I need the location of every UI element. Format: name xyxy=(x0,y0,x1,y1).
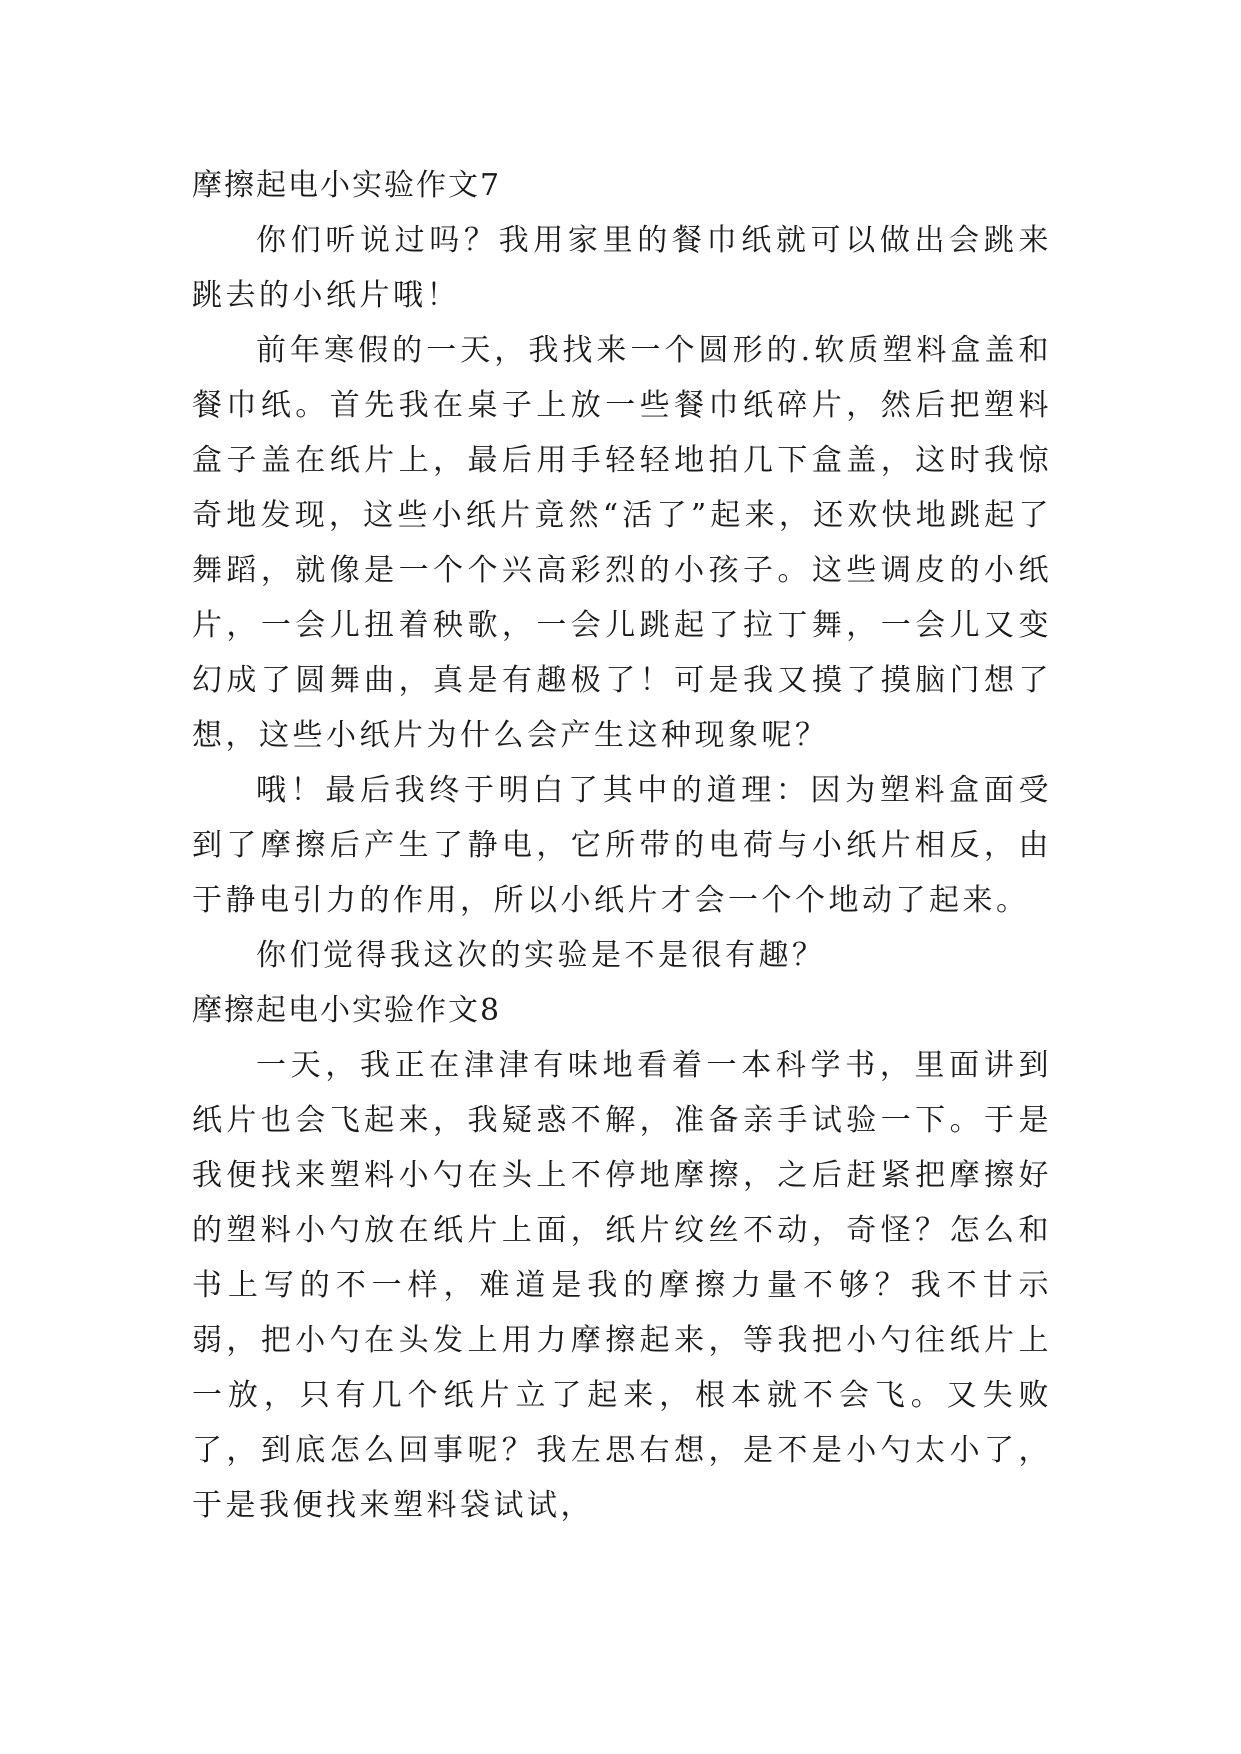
document-body xyxy=(192,158,1052,1533)
paragraph: 你们听说过吗？我用家里的餐巾纸就可以做出会跳来跳去的小纸片哦！ xyxy=(192,223,1052,313)
paragraph: 哦！最后我终于明白了其中的道理：因为塑料盒面受到了摩擦后产生了静电，它所带的电荷与小纸片相反，由于静电引力的作用，所以小纸片才会一个个地动了起来。 xyxy=(192,773,1052,918)
paragraph: 一天，我正在津津有味地看着一本科学书，里面讲到纸片也会飞起来，我疑惑不解，准备亲手试验一下。于是我便找来塑料小勺在头上不停地摩擦，之后赶紧把摩擦好的塑料小勺放在纸片上面，纸片纹丝不动，奇怪？怎么和书上写的不一样，难道是我的摩擦力量不够？我不甘示弱，把小勺在头发上用力摩擦起来，等我把小勺往纸片上一放，只有几个纸片立了起来，根本就不会飞。又失败了，到底怎么回事呢？我左思右想，是不是小勺太小了，于是我便找来塑料袋试试， xyxy=(192,1048,1052,1523)
paragraph: 你们觉得我这次的实验是不是很有趣？ xyxy=(256,938,826,973)
paragraph: 前年寒假的一天，我找来一个圆形的.软质塑料盒盖和餐巾纸。首先我在桌子上放一些餐巾纸碎片，然后把塑料盒子盖在纸片上，最后用手轻轻地拍几下盒盖，这时我惊奇地发现，这些小纸片竟然“活了”起来，还欢快地跳起了舞蹈，就像是一个个兴高彩烈的小孩子。这些调皮的小纸片，一会儿扭着秧歌，一会儿跳起了拉丁舞，一会儿又变幻成了圆舞曲，真是有趣极了！可是我又摸了摸脑门想了想，这些小纸片为什么会产生这种现象呢？ xyxy=(192,333,1052,753)
section-title-8: 摩擦起电小实验作文8 xyxy=(192,993,502,1028)
section-title-7: 摩擦起电小实验作文7 xyxy=(192,168,502,203)
